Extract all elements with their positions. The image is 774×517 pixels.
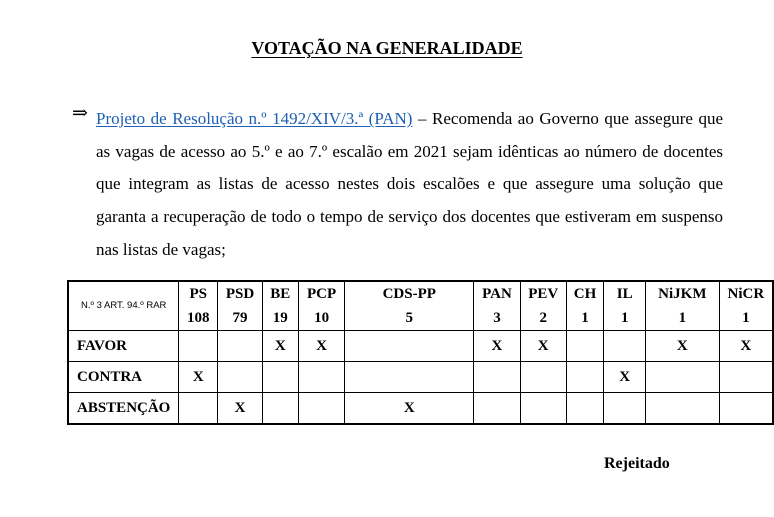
vote-result: Rejeitado (604, 455, 670, 472)
party-header (646, 281, 720, 331)
vote-cell (474, 393, 521, 425)
vote-cell (566, 362, 604, 393)
vote-cell (298, 393, 345, 425)
party-seats: 10 (314, 310, 330, 326)
vote-row-favor (68, 331, 773, 362)
vote-cell (719, 362, 773, 393)
vote-cell (566, 393, 604, 425)
party-header (345, 281, 474, 331)
vote-row-abstencao (68, 393, 773, 425)
party-seats: 3 (493, 310, 501, 326)
vote-cell (218, 362, 263, 393)
party-name: PSD (225, 286, 255, 302)
party-seats: 2 (539, 310, 547, 326)
vote-cell: X (298, 331, 345, 362)
vote-cell: X (345, 393, 474, 425)
vote-cell (179, 393, 218, 425)
party-name: PAN (482, 286, 512, 302)
party-name: NiJKM (658, 286, 707, 302)
party-name: CDS-PP (382, 286, 436, 302)
vote-cell: X (646, 331, 720, 362)
party-name: NiCR (727, 286, 765, 302)
party-name: CH (573, 286, 597, 302)
vote-row-label: ABSTENÇÃO (68, 393, 179, 425)
vote-cell (719, 393, 773, 425)
vote-cell: X (179, 362, 218, 393)
party-header (604, 281, 646, 331)
vote-cell (520, 393, 566, 425)
vote-cell (262, 362, 298, 393)
vote-cell: X (474, 331, 521, 362)
vote-cell (520, 362, 566, 393)
party-seats: 19 (272, 310, 288, 326)
party-seats: 1 (581, 310, 589, 326)
vote-row-contra (68, 362, 773, 393)
project-paragraph (96, 103, 723, 267)
project-description: – Recomenda ao Governo que assegure que as vagas de acesso ao 5.º e ao 7.º escalão em 2021 sejam idênticas ao número de docentes que integram as listas de acesso nestes dois escalões e que assegure uma solução que garanta a recuperação de todo o tempo de serviço dos docentes que estiveram em suspenso nas listas de vagas; (96, 109, 723, 259)
party-header (719, 281, 773, 331)
vote-cell: X (604, 362, 646, 393)
party-seats: 1 (742, 310, 750, 326)
vote-cell (646, 362, 720, 393)
party-name: PS (189, 286, 208, 302)
vote-row-label: CONTRA (68, 362, 179, 393)
party-name: PEV (528, 286, 559, 302)
vote-cell (298, 362, 345, 393)
party-name: PCP (306, 286, 337, 302)
party-name: IL (616, 286, 633, 302)
party-seats: 79 (232, 310, 248, 326)
party-header (566, 281, 604, 331)
vote-row-label: FAVOR (68, 331, 179, 362)
party-header (262, 281, 298, 331)
party-header-row (68, 281, 773, 331)
page-title-text: VOTAÇÃO NA GENERALIDADE (251, 38, 523, 58)
vote-cell: X (218, 393, 263, 425)
vote-cell (262, 393, 298, 425)
party-header (474, 281, 521, 331)
vote-cell (604, 393, 646, 425)
party-header (179, 281, 218, 331)
vote-cell (345, 362, 474, 393)
rule-reference: N.º 3 ART. 94.º RAR (68, 281, 179, 331)
party-seats: 1 (678, 310, 687, 326)
vote-cell (566, 331, 604, 362)
vote-cell: X (719, 331, 773, 362)
vote-cell (218, 331, 263, 362)
party-seats: 5 (405, 310, 413, 326)
vote-cell (474, 362, 521, 393)
vote-cell (604, 331, 646, 362)
party-header (218, 281, 263, 331)
project-link[interactable]: Projeto de Resolução n.º 1492/XIV/3.ª (PAN) (96, 109, 413, 128)
vote-cell: X (262, 331, 298, 362)
party-seats: 108 (187, 310, 210, 326)
vote-cell (179, 331, 218, 362)
right-arrow-icon: ⇒ (72, 103, 88, 124)
party-seats: 1 (620, 310, 629, 326)
vote-table (67, 280, 774, 425)
vote-cell: X (520, 331, 566, 362)
vote-cell (646, 393, 720, 425)
party-name: BE (270, 286, 291, 302)
party-header (298, 281, 345, 331)
page-title (0, 38, 774, 59)
party-header (520, 281, 566, 331)
vote-cell (345, 331, 474, 362)
